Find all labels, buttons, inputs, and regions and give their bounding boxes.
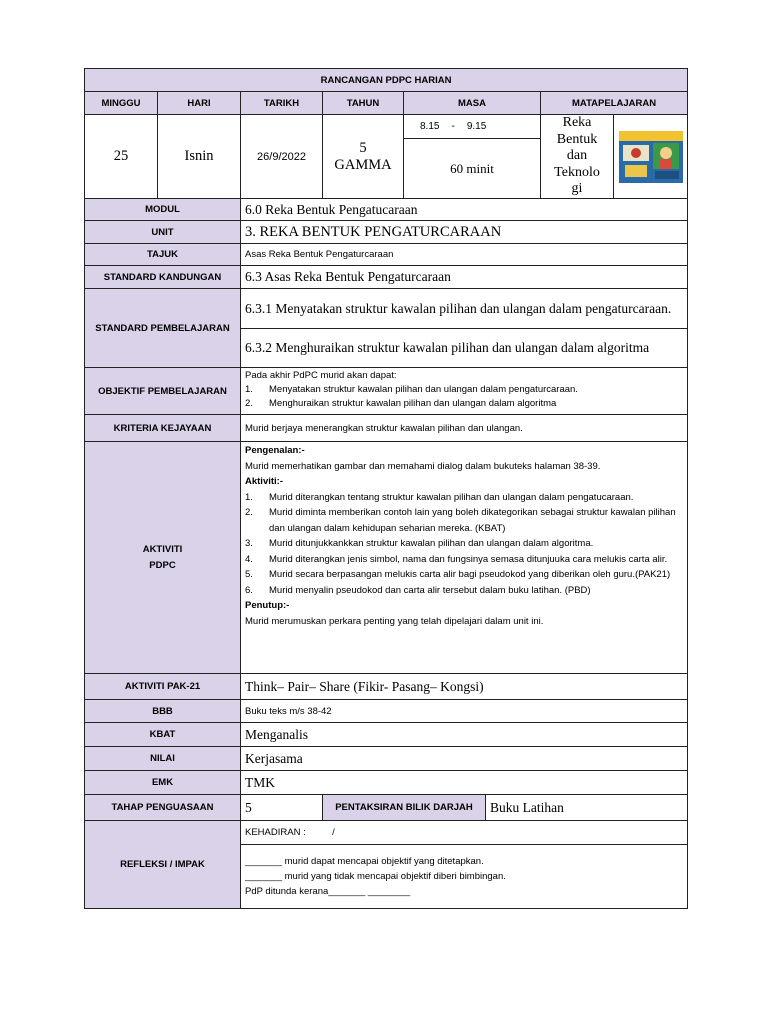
tahun-value	[323, 115, 404, 199]
tarikh-value: 26/9/2022	[241, 115, 323, 199]
list-item: 2. Menghuraikan struktur kawalan pilihan dan ulangan dalam algoritma	[245, 398, 557, 409]
tahun-class: GAMMA	[334, 156, 392, 173]
value-pentaksiran: Buku Latihan	[486, 795, 688, 821]
label-nilai: NILAI	[85, 747, 241, 771]
label-objektif: OBJEKTIF PEMBELAJARAN	[85, 368, 241, 415]
value-unit: 3. REKA BENTUK PENGATURCARAAN	[241, 221, 688, 244]
value-modul: 6.0 Reka Bentuk Pengatucaraan	[241, 199, 688, 221]
label-bbb: BBB	[85, 700, 241, 723]
header-tahun: TAHUN	[323, 92, 404, 115]
header-hari: HARI	[158, 92, 241, 115]
value-emk: TMK	[241, 771, 688, 795]
label-unit: UNIT	[85, 221, 241, 244]
masa-time	[404, 115, 541, 139]
plan-title: RANCANGAN PDPC HARIAN	[85, 69, 688, 92]
tahun-number: 5	[359, 139, 367, 156]
value-nilai: Kerjasama	[241, 747, 688, 771]
label-pentaksiran: PENTAKSIRAN BILIK DARJAH	[323, 795, 486, 821]
header-matapelajaran: MATAPELAJARAN	[541, 92, 688, 115]
label-kbat: KBAT	[85, 723, 241, 747]
header-minggu: MINGGU	[85, 92, 158, 115]
value-tahap: 5	[241, 795, 323, 821]
value-kbat: Menganalis	[241, 723, 688, 747]
label-emk: EMK	[85, 771, 241, 795]
pengenalan-label: Pengenalan:-	[245, 445, 305, 456]
list-item: 4. Murid diterangkan jenis simbol, nama dan fungsinya semasa ditunjuuka cara melukis carta alir.	[245, 553, 668, 565]
refleksi-line: PdP ditunda kerana_______ ________	[245, 886, 411, 897]
masa-dash: -	[451, 121, 455, 132]
label-standard-kandungan: STANDARD KANDUNGAN	[85, 266, 241, 289]
value-pak21: Think– Pair– Share (Fikir- Pasang– Kongsi)	[241, 674, 688, 700]
label-kriteria: KRITERIA KEJAYAAN	[85, 415, 241, 442]
label-tahap: TAHAP PENGUASAAN	[85, 795, 241, 821]
label-aktiviti: AKTIVITI PDPC	[85, 442, 241, 674]
value-kriteria: Murid berjaya menerangkan struktur kawalan pilihan dan ulangan.	[241, 415, 688, 442]
list-item: 6. Murid menyalin pseudokod dan carta alir tersebut dalam buku latihan. (PBD)	[245, 584, 591, 596]
subject-image-cell	[614, 115, 688, 199]
value-kehadiran: KEHADIRAN : /	[241, 821, 688, 845]
value-aktiviti	[241, 442, 688, 674]
value-standard-kandungan: 6.3 Asas Reka Bentuk Pengaturcaraan	[241, 266, 688, 289]
list-item: 5. Murid secara berpasangan melukis carta alir bagi pseudokod yang diberikan oleh guru.(PAK21)	[245, 569, 671, 580]
list-item: 2. Murid diminta memberikan contoh lain yang boleh dikategorikan sebagai struktur kawalan pilihan dan ulangan dalam kehidupan seharian mereka. (KBAT)	[245, 507, 676, 534]
masa-end: 9.15	[466, 121, 487, 132]
label-tajuk: TAJUK	[85, 244, 241, 266]
value-bbb: Buku teks m/s 38-42	[241, 700, 688, 723]
list-item: 3. Murid ditunjukkankkan struktur kawalan pilihan dan ulangan dalam algoritma.	[245, 538, 594, 549]
refleksi-line: _______ murid yang tidak mencapai objektif diberi bimbingan.	[245, 871, 506, 882]
value-tajuk: Asas Reka Bentuk Pengaturcaraan	[241, 244, 688, 266]
value-refleksi	[241, 845, 688, 909]
hari-value: Isnin	[158, 115, 241, 199]
subject-name: Reka Bentuk dan Teknolo gi	[541, 115, 614, 199]
textbook-cover-image	[619, 131, 683, 183]
masa-duration: 60 minit	[404, 139, 541, 199]
penutup-label: Penutup:-	[245, 600, 290, 611]
header-masa: MASA	[404, 92, 541, 115]
header-tarikh: TARIKH	[241, 92, 323, 115]
pengenalan-text: Murid memerhatikan gambar dan memahami dialog dalam bukuteks halaman 38-39.	[245, 460, 601, 472]
minggu-value: 25	[85, 115, 158, 199]
label-modul: MODUL	[85, 199, 241, 221]
refleksi-line: _______ murid dapat mencapai objektif yang ditetapkan.	[245, 856, 484, 867]
label-pak21: AKTIVITI PAK-21	[85, 674, 241, 700]
list-item: 1. Murid diterangkan tentang struktur kawalan pilihan dan ulangan dalam pengatucaraan.	[245, 491, 634, 503]
label-refleksi: REFLEKSI / IMPAK	[85, 821, 241, 909]
masa-start: 8.15	[420, 121, 440, 132]
list-item: 1. Menyatakan struktur kawalan pilihan dan ulangan dalam pengaturcaraan.	[245, 384, 578, 395]
lesson-plan-table	[84, 68, 688, 909]
aktiviti-label: Aktiviti:-	[245, 476, 283, 487]
value-sp1: 6.3.1 Menyatakan struktur kawalan pilihan dan ulangan dalam pengaturcaraan.	[241, 289, 688, 329]
value-objektif	[241, 368, 688, 415]
value-sp2: 6.3.2 Menghuraikan struktur kawalan pilihan dan ulangan dalam algoritma	[241, 329, 688, 368]
label-standard-pembelajaran: STANDARD PEMBELAJARAN	[85, 289, 241, 368]
penutup-text: Murid merumuskan perkara penting yang telah dipelajari dalam unit ini.	[245, 615, 544, 627]
objektif-intro: Pada akhir PdPC murid akan dapat:	[245, 370, 397, 381]
